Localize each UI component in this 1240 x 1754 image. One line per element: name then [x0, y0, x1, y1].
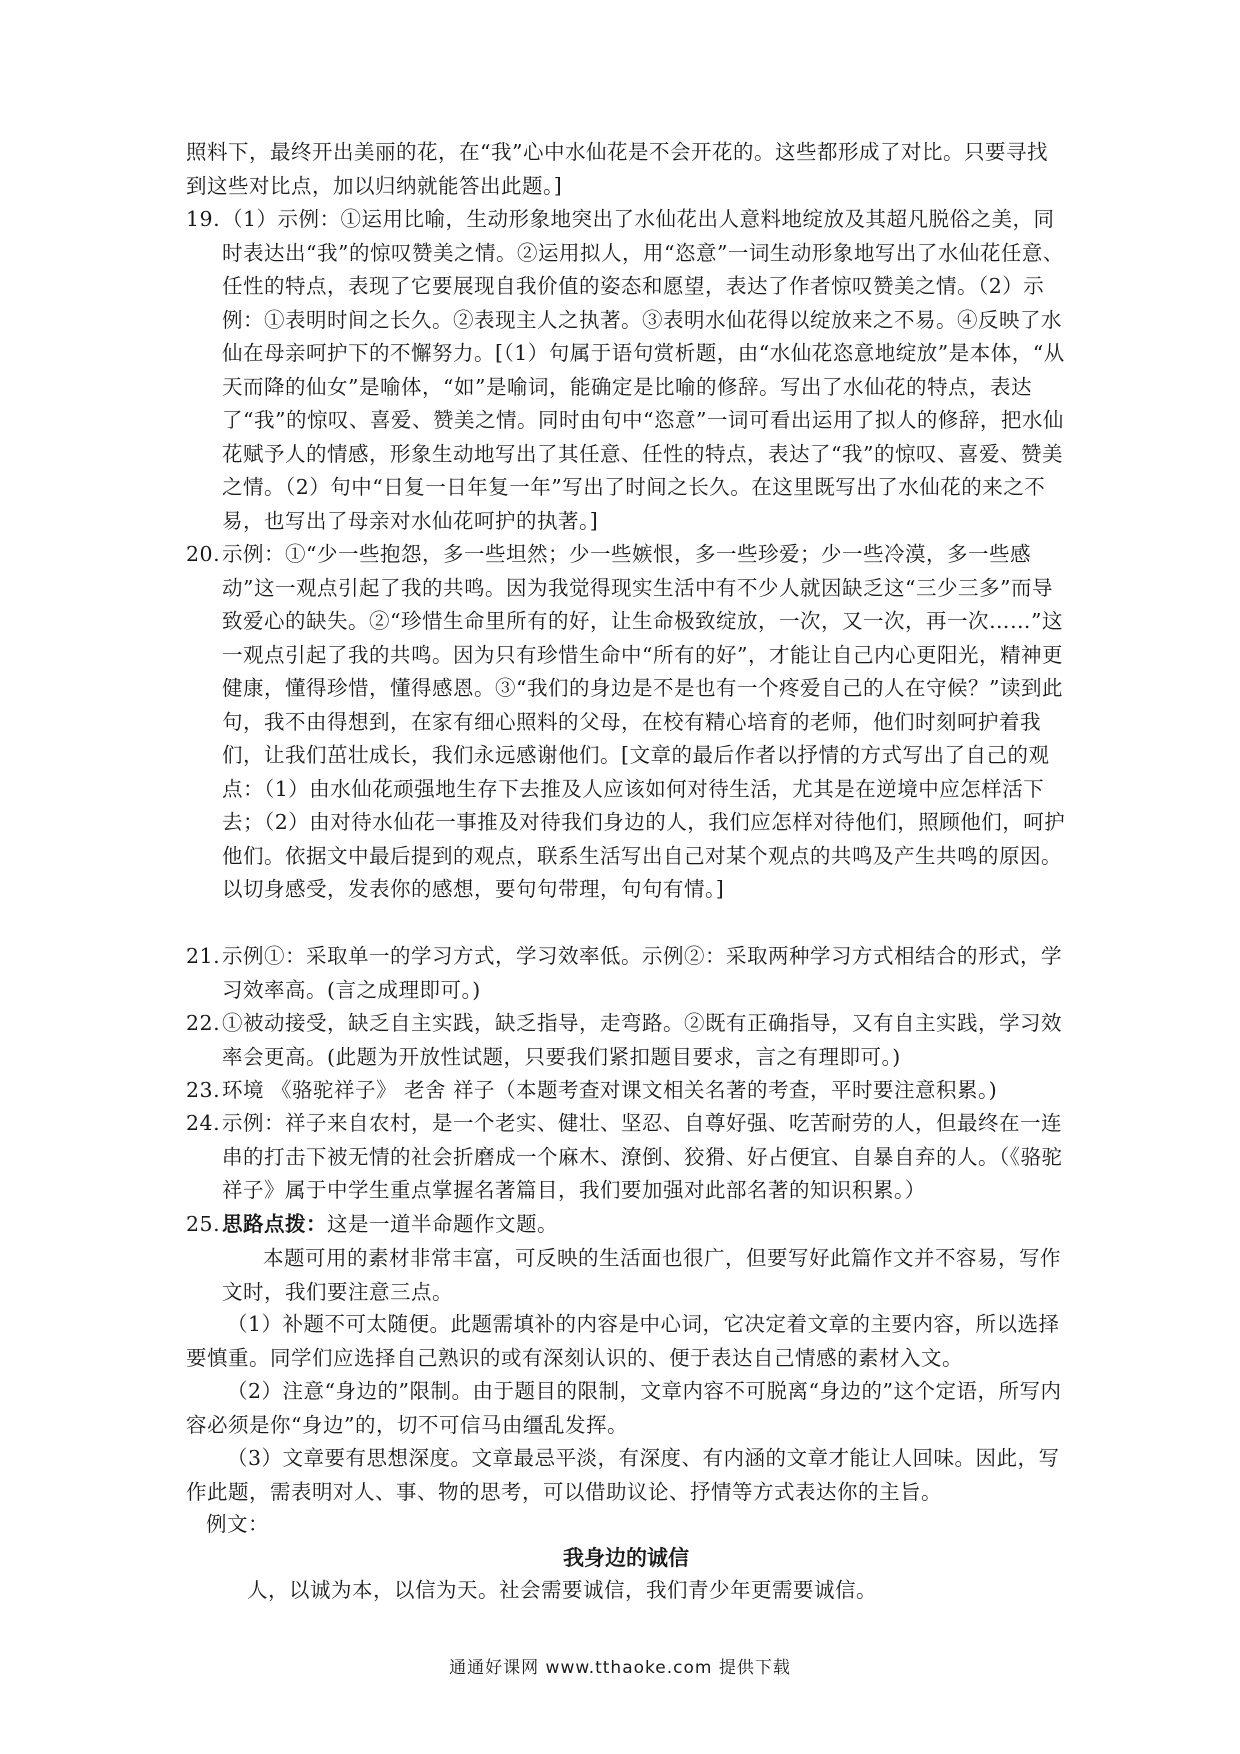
answer-24	[186, 1107, 1066, 1208]
answer-text: 环境 《骆驼祥子》 老舍 祥子（本题考查对课文相关名著的考查，平时要注意积累。)	[222, 1078, 998, 1102]
answer-number: 22.	[186, 1011, 221, 1035]
paragraph-2: （1）补题不可太随便。此题需填补的内容是中心词，它决定着文章的主要内容，所以选择要慎重。同学们应选择自己熟识的或有深刻认识的、便于表达自己情感的素材入文。	[186, 1312, 1060, 1370]
essay-first-paragraph: 人，以诚为本，以信为天。社会需要诚信，我们青少年更需要诚信。	[247, 1578, 877, 1602]
hint-label: 思路点拨：	[222, 1212, 327, 1236]
answer-text: 示例：①“少一些抱怨，多一些坦然；少一些嫉恨，多一些珍爱；少一些冷漠，多一些感动”这一观点引起了我的共鸣。因为我觉得现实生活中有不少人就因缺乏这“三少三多”而导致爱心的缺失。②“珍惜生命里所有的好，让生命极致绽放，一次，又一次，再一次……”这一观点引起了我的共鸣。因为只有珍惜生命中“所有的好”，才能让自己内心更阳光，精神更健康，懂得珍惜，懂得感恩。③“我们的身边是不是也有一个疼爱自己的人在守候？”读到此句，我不由得想到，在家有细心照料的父母，在校有精心培育的老师，他们时刻呵护着我们，让我们茁壮成长，我们永远感谢他们。[文章的最后作者以抒情的方式写出了自己的观点：（1）由水仙花顽强地生存下去推及人应该如何对待生活，尤其是在逆境中应怎样活下去；（2）由对待水仙花一事推及对待我们身边的人，我们应怎样对待他们，照顾他们，呵护他们。依据文中最后提到的观点，联系生活写出自己对某个观点的共鸣及产生共鸣的原因。以切身感受，发表你的感想，要句句带理，句句有情。]	[222, 542, 1066, 901]
answer-23	[186, 1074, 1066, 1108]
answer-text: （1）示例：①运用比喻，生动形象地突出了水仙花出人意料地绽放及其超凡脱俗之美，同时表达出“我”的惊叹赞美之情。②运用拟人，用“恣意”一词生动形象地写出了水仙花任意、任性的特点，表现了它要展现自我价值的姿态和愿望，表达了作者惊叹赞美之情。（2）示例：①表明时间之长久。②表现主人之执著。③表明水仙花得以绽放来之不易。④反映了水仙在母亲呵护下的不懈努力。[（1）句属于语句赏析题，由“水仙花恣意地绽放”是本体，“从天而降的仙女”是喻体，“如”是喻词，能确定是比喻的修辞。写出了水仙花的特点，表达了“我”的惊叹、喜爱、赞美之情。同时由句中“恣意”一词可看出运用了拟人的修辞，把水仙花赋予人的情感，形象生动地写出了其任意、任性的特点，表达了“我”的惊叹、喜爱、赞美之情。（2）句中“日复一日年复一年”写出了时间之长久。在这里既写出了水仙花的来之不易，也写出了母亲对水仙花呵护的执著。]	[222, 207, 1065, 533]
answer-21	[186, 940, 1066, 1007]
paragraph-4: （3）文章要有思想深度。文章最忌平淡，有深度、有内涵的文章才能让人回味。因此，写作此题，需表明对人、事、物的思考，可以借助议论、抒情等方式表达你的主旨。	[186, 1446, 1060, 1504]
continuation-text: 照料下，最终开出美丽的花，在“我”心中水仙花是不会开花的。这些都形成了对比。只要寻找到这些对比点，加以归纳就能答出此题。]	[186, 140, 1048, 198]
answer-number: 19.	[186, 207, 221, 231]
answer-22	[186, 1007, 1066, 1074]
hint-text: 这是一道半命题作文题。	[327, 1212, 558, 1236]
answer-number: 24.	[186, 1111, 221, 1135]
example-label: 例文：	[206, 1512, 269, 1536]
answer-20	[186, 538, 1066, 907]
answer-text: ①被动接受，缺乏自主实践，缺乏指导，走弯路。②既有正确指导，又有自主实践，学习效率会更高。(此题为开放性试题，只要我们紧扣题目要求，言之有理即可。)	[222, 1011, 1062, 1069]
answer-25	[186, 1208, 1066, 1242]
answer-number: 20.	[186, 542, 221, 566]
page-footer: 通通好课网 www.tthaoke.com 提供下载	[449, 1658, 791, 1678]
answer-text	[222, 1208, 1066, 1242]
answer-text: 示例：祥子来自农村，是一个老实、健壮、坚忍、自尊好强、吃苦耐劳的人，但最终在一连串的打击下被无情的社会折磨成一个麻木、潦倒、狡猾、好占便宜、自暴自弃的人。（《骆驼祥子》属于中学生重点掌握名著篇目，我们要加强对此部名著的知识积累。）	[222, 1111, 1063, 1202]
paragraph-3: （2）注意“身边的”限制。由于题目的限制，文章内容不可脱离“身边的”这个定语，所写内容必须是你“身边”的，切不可信马由缰乱发挥。	[186, 1379, 1062, 1437]
paragraph-1: 本题可用的素材非常丰富，可反映的生活面也很广，但要写好此篇作文并不容易，写作文时，我们要注意三点。	[222, 1246, 1061, 1304]
answer-text: 示例①：采取单一的学习方式，学习效率低。示例②：采取两种学习方式相结合的形式，学习效率高。(言之成理即可。)	[222, 944, 1062, 1002]
essay-title: 我身边的诚信	[563, 1545, 689, 1570]
answer-number: 23.	[186, 1078, 221, 1102]
answer-number: 25.	[186, 1212, 221, 1236]
answer-19	[186, 203, 1066, 538]
answer-number: 21.	[186, 944, 221, 968]
